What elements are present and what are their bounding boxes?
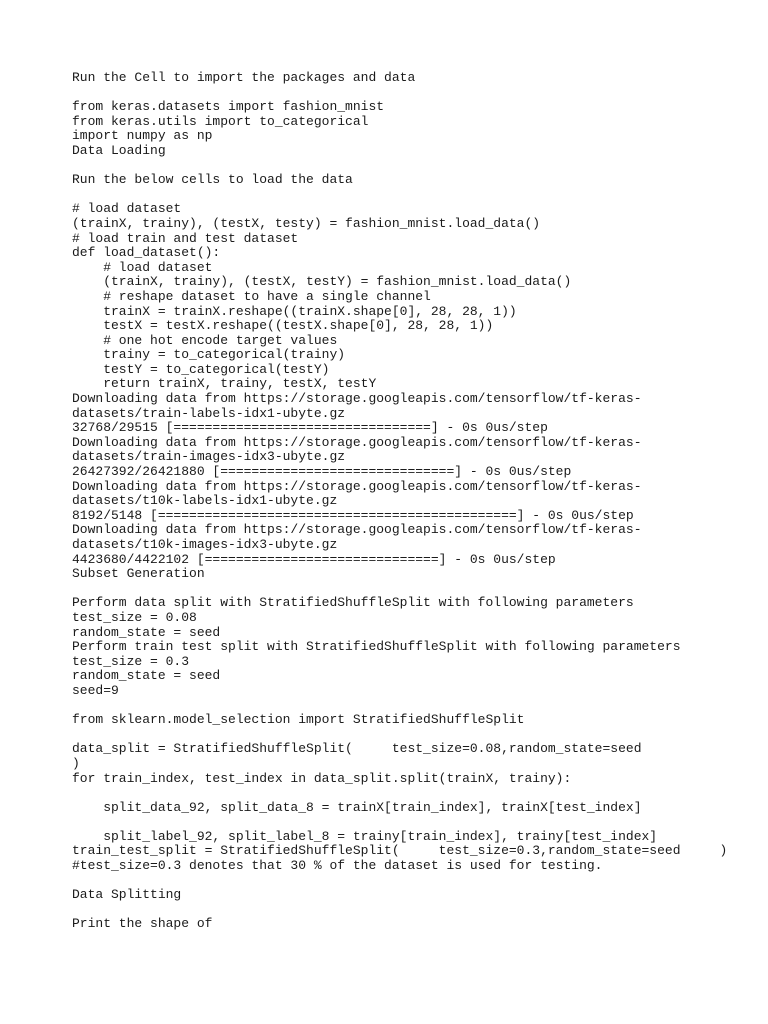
text-line: test_size = 0.08 [72,609,197,625]
text-line: (trainX, trainy), (testX, testy) = fashion_mnist.load_data() [72,215,541,231]
text-line: for train_index, test_index in data_split.split(trainX, trainy): [72,770,572,786]
text-line: datasets/t10k-labels-idx1-ubyte.gz [72,493,338,509]
text-line: random_state = seed [72,624,221,640]
text-line: train_test_split = StratifiedShuffleSplit( test_size=0.3,random_state=seed ) [72,843,728,859]
blank-line [72,699,752,714]
text-line: Downloading data from https://storage.googleapis.com/tensorflow/tf-keras- [72,478,642,494]
text-line: # reshape dataset to have a single channel [72,288,431,304]
text-line: 8192/5148 [==============================================] - 0s 0us/step [72,507,634,523]
text-line: test_size = 0.3 [72,653,190,669]
blank-line [72,86,752,101]
blank-line [72,582,752,597]
text-line: from sklearn.model_selection import StratifiedShuffleSplit [72,712,525,728]
blank-line [72,188,752,203]
text-line: # load train and test dataset [72,230,299,246]
blank-line [72,815,752,830]
text-line: Perform train test split with StratifiedShuffleSplit with following parameters [72,639,681,655]
text-line: trainX = trainX.reshape((trainX.shape[0], 28, 28, 1)) [72,303,517,319]
text-line: import numpy as np [72,128,213,144]
text-line: seed=9 [72,682,119,698]
blank-line [72,874,752,889]
text-line: Run the Cell to import the packages and data [72,70,416,85]
text-line: from keras.datasets import fashion_mnist [72,99,385,115]
blank-line [72,159,752,174]
text-line: datasets/t10k-images-idx3-ubyte.gz [72,537,338,552]
text-line: Data Loading [72,142,166,158]
text-line: Data Splitting [72,887,182,903]
blank-line [72,728,752,743]
text-line: ) [72,755,80,771]
document-body [72,71,752,932]
text-line: Downloading data from https://storage.googleapis.com/tensorflow/tf-keras- [72,391,642,407]
text-line: (trainX, trainy), (testX, testY) = fashion_mnist.load_data() [72,274,572,290]
text-line: 26427392/26421880 [==============================] - 0s 0us/step [72,464,572,480]
text-line: #test_size=0.3 denotes that 30 % of the dataset is used for testing. [72,858,603,874]
text-line: Downloading data from https://storage.googleapis.com/tensorflow/tf-keras- [72,522,642,538]
text-line: datasets/train-images-idx3-ubyte.gz [72,449,346,465]
text-line: 4423680/4422102 [==============================] - 0s 0us/step [72,551,556,567]
text-line: Run the below cells to load the data [72,172,353,188]
text-line: split_data_92, split_data_8 = trainX[train_index], trainX[test_index] [72,799,642,815]
blank-line [72,903,752,918]
text-line: 32768/29515 [=================================] - 0s 0us/step [72,420,548,436]
text-line: Subset Generation [72,566,205,582]
text-line: # one hot encode target values [72,332,338,348]
blank-line [72,786,752,801]
text-line: def load_dataset(): [72,245,221,261]
text-line: split_label_92, split_label_8 = trainy[train_index], trainy[test_index] [72,828,658,844]
text-line: # load dataset [72,201,182,217]
text-line: return trainX, trainy, testX, testY [72,376,377,392]
text-line: testX = testX.reshape((testX.shape[0], 28, 28, 1)) [72,318,494,334]
text-line: Print the shape of [72,916,213,932]
text-line: Perform data split with StratifiedShuffleSplit with following parameters [72,595,634,611]
text-line: trainy = to_categorical(trainy) [72,347,346,363]
text-line: testY = to_categorical(testY) [72,361,330,377]
text-line: # load dataset [72,259,213,275]
text-line: Downloading data from https://storage.googleapis.com/tensorflow/tf-keras- [72,434,642,450]
text-line: data_split = StratifiedShuffleSplit( test_size=0.08,random_state=seed [72,741,642,757]
text-line: from keras.utils import to_categorical [72,113,369,129]
text-line: random_state = seed [72,668,221,684]
text-line: datasets/train-labels-idx1-ubyte.gz [72,405,346,421]
